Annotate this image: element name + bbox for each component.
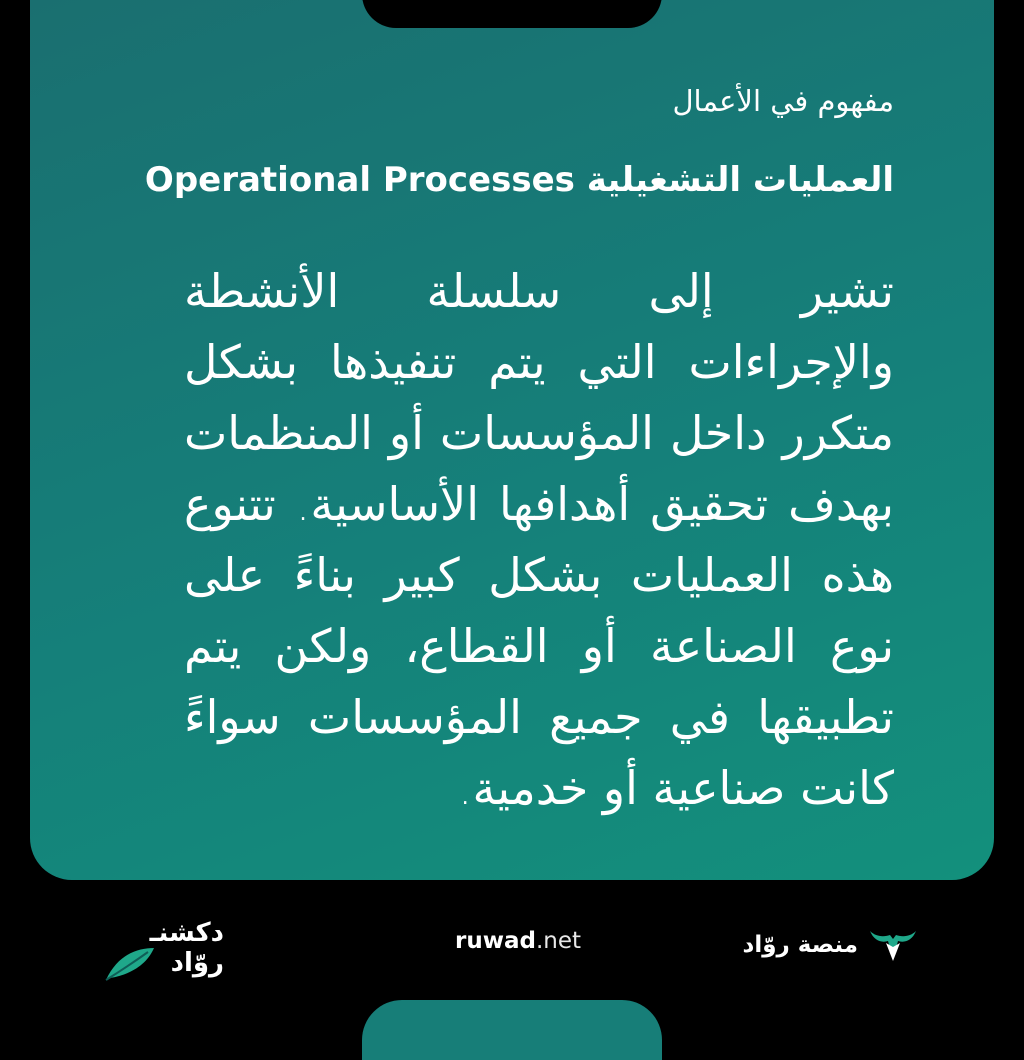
bull-icon	[866, 925, 920, 965]
platform-logo	[743, 920, 920, 970]
top-notch	[362, 0, 662, 28]
content-card	[30, 0, 994, 880]
definition-text: تشير إلى سلسلة الأنشطة والإجراءات التي يتم تنفيذها بشكل متكرر داخل المؤسسات أو المنظمات بهدف تحقيق أهدافها الأساسية. تتنوع هذه العمليات بشكل كبير بناءً على نوع الصناعة أو القطاع، ولكن يتم تطبيقها في جميع المؤسسات سواءً كانت صناعية أو خدمية.	[184, 264, 894, 815]
dictionary-logo	[104, 918, 224, 978]
website-tld: .net	[535, 928, 582, 954]
website-domain: ruwad	[455, 928, 536, 954]
dictionary-logo-line1: دكشنـ	[149, 918, 224, 948]
dictionary-logo-line2: روّاد	[170, 948, 224, 978]
bottom-tab	[362, 1000, 662, 1060]
term-title: العمليات التشغيلية Operational Processes	[144, 160, 894, 200]
platform-name: منصة روّاد	[742, 932, 858, 958]
website-link[interactable]	[455, 928, 581, 954]
category-label: مفهوم في الأعمال	[672, 84, 894, 118]
leaf-icon	[104, 944, 156, 984]
